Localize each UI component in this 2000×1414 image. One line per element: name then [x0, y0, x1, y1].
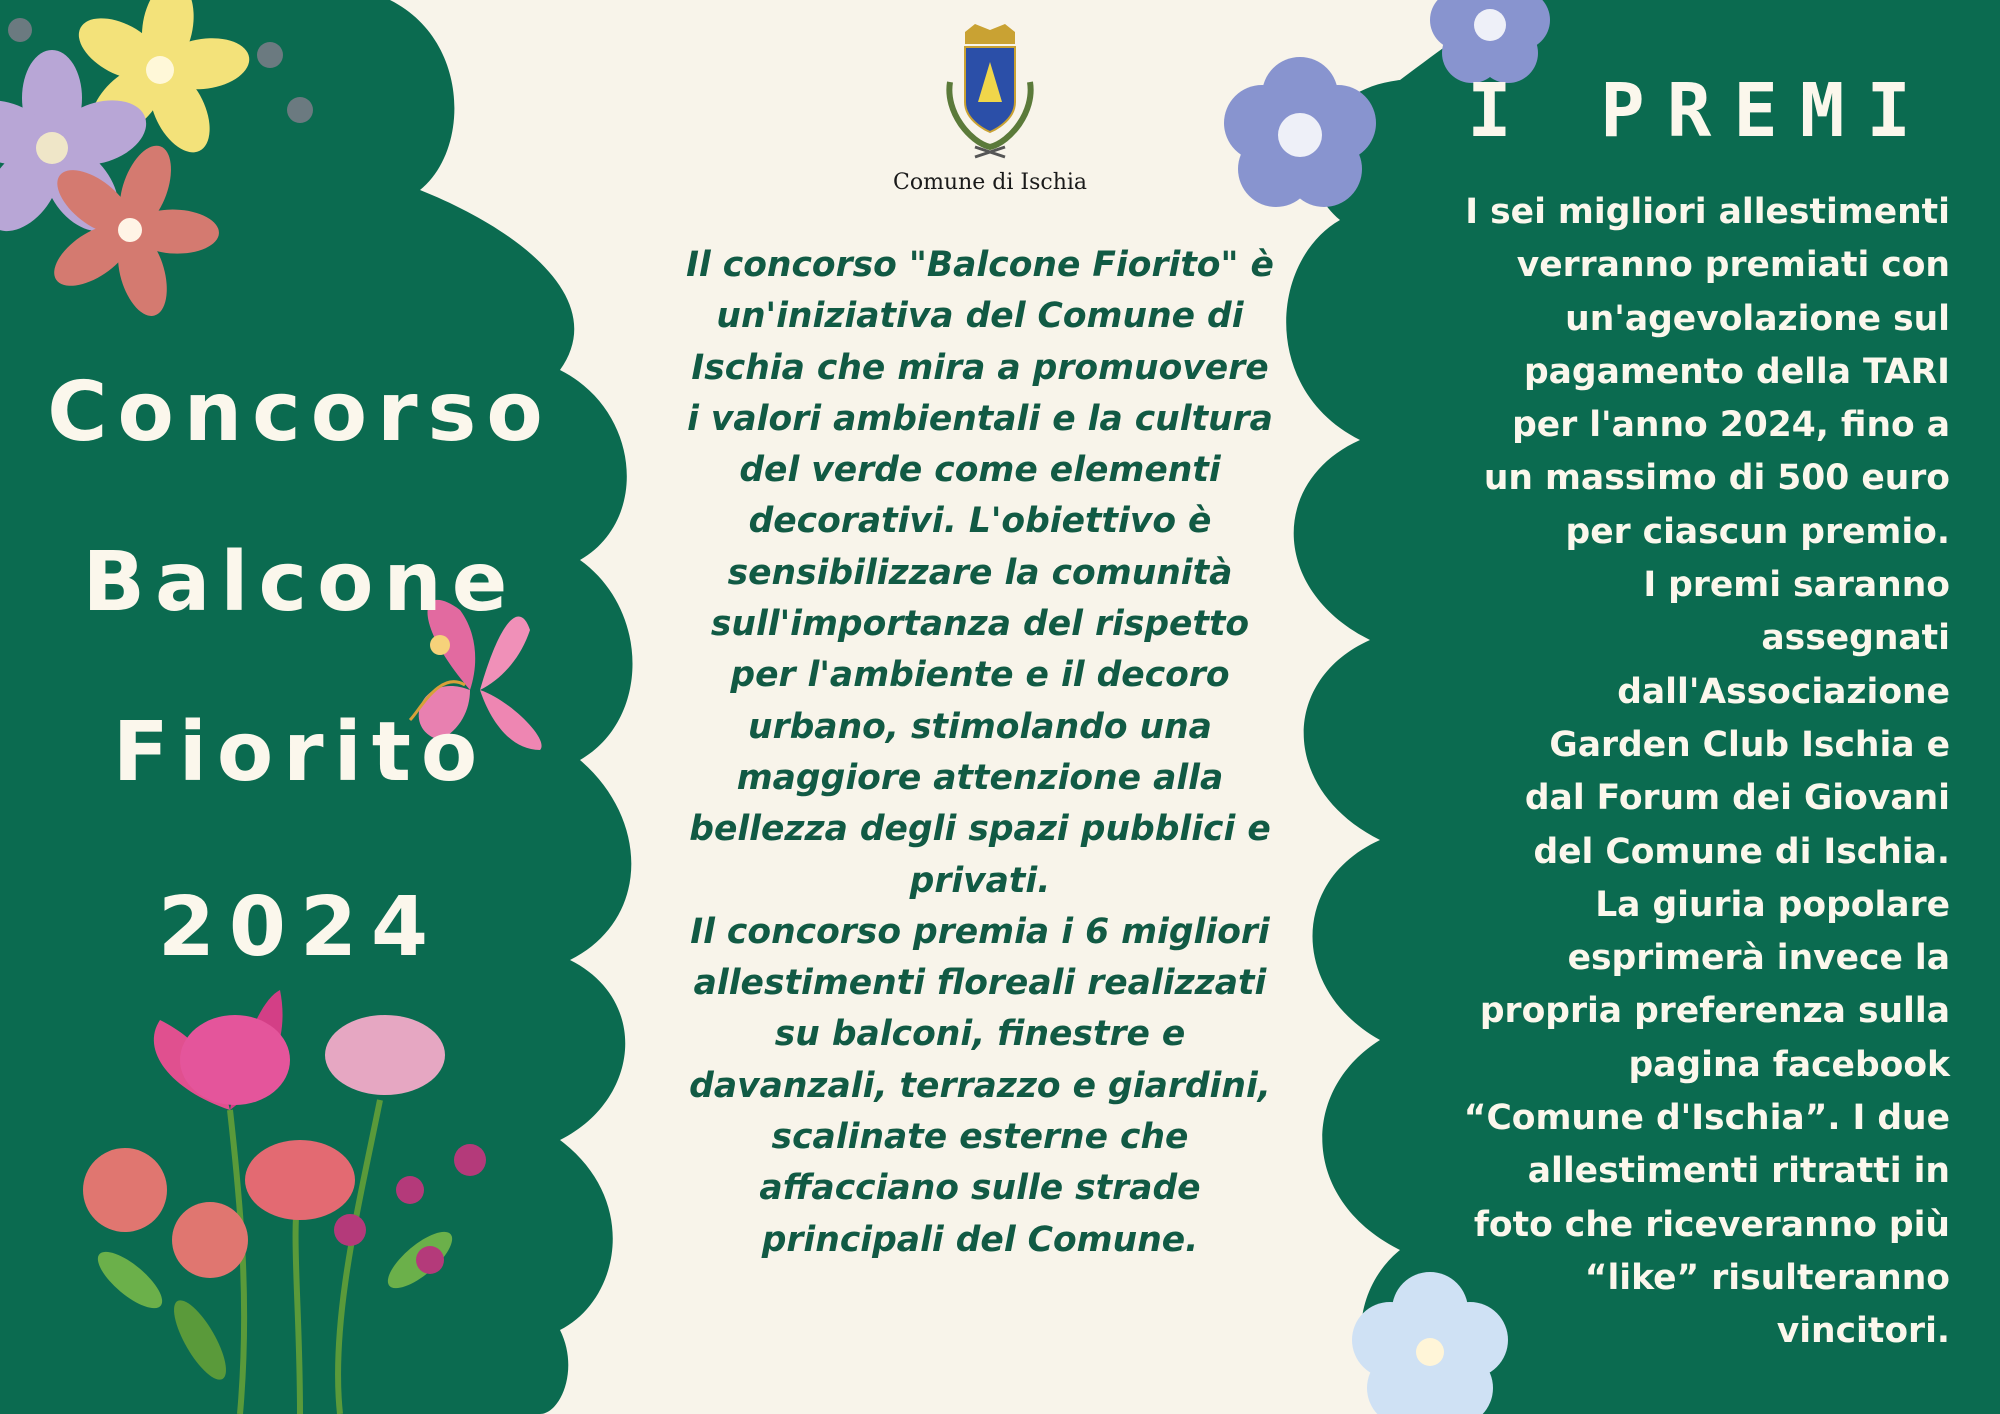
- title-line-1: Concorso: [47, 365, 553, 460]
- crest-icon: [940, 22, 1040, 172]
- description-paragraph-2: Il concorso premia i 6 migliori allestimenti floreali realizzati su balconi, finestre e davanzali, terrazzo e giardini, scalinate esterne che affacciano sulle strade principali del Comune.: [689, 911, 1271, 1260]
- title-line-year: 2024: [157, 880, 443, 975]
- blue-flower-icon: [1224, 57, 1376, 207]
- description: [680, 240, 1280, 1266]
- prizes-text: I sei migliori allestimenti verranno premiati con un'agevolazione sul pagamento della TARI per l'anno 2024, fino a un massimo di 500 euro per ciascun premio. I premi saranno assegnati dall'Associazione Garden Club Ischia e dal Forum dei Giovani del Comune di Ischia. La giuria popolare esprimerà invece la propria preferenza sulla pagina facebook “Comune d'Ischia”. I due allestimenti ritratti in foto che riceveranno più “like” risulteranno vincitori.: [1463, 192, 1950, 1352]
- title-line-2: Balcone: [82, 535, 518, 630]
- prizes-title: I PREMI: [1467, 68, 1933, 154]
- description-paragraph-1: Il concorso "Balcone Fiorito" è un'iniziativa del Comune di Ischia che mira a promuovere i valori ambientali e la cultura del verde come elementi decorativi. L'obiettivo è sensibilizzare la comunità sull'importanza del rispetto per l'ambiente e il decoro urbano, stimolando una maggiore attenzione alla bellezza degli spazi pubblici e privati.: [686, 245, 1274, 901]
- title-line-3: Fiorito: [112, 705, 488, 800]
- municipality-label: Comune di Ischia: [892, 170, 1088, 195]
